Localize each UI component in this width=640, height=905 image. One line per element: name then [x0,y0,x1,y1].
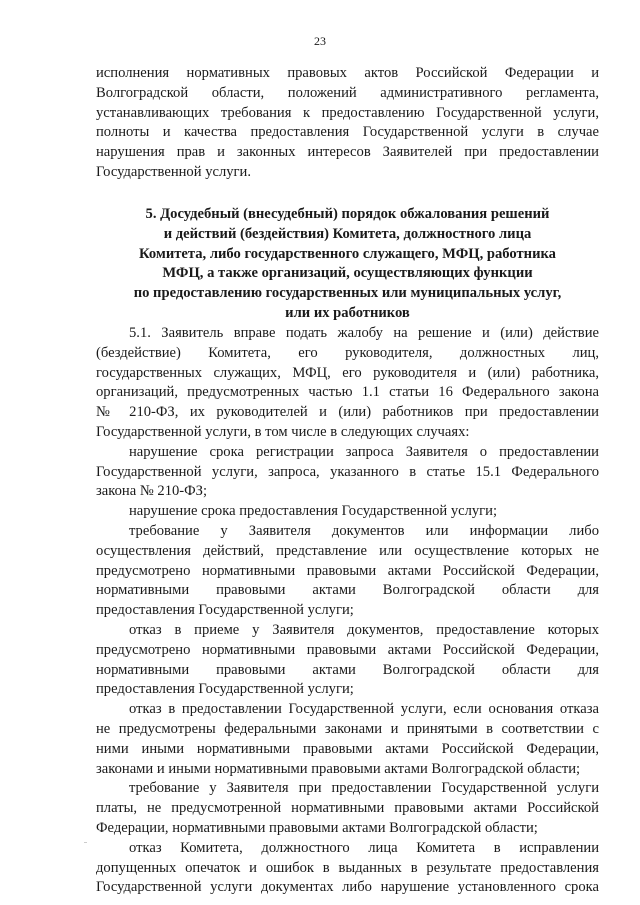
text-line: Государственной услуги, в том числе в следующих случаях: [96,423,470,440]
heading-line: по предоставлению государственных или муниципальных услуг, [133,285,562,302]
heading-line: или их работников [285,304,410,321]
text-line: законами и иными нормативными правовыми актами Волгоградской области; [96,760,581,777]
text-line: допущенных опечаток и ошибок в выданных в результате предоставления [96,859,599,876]
text-line: Волгоградской области, положений административного регламента, [96,84,599,101]
text-line: нарушение срока предоставления Государственной услуги; [129,503,498,520]
heading-line: Комитета, либо государственного служащего, МФЦ, работника [139,245,556,262]
text-line: предоставления Государственной услуги; [96,681,354,698]
text-line: нормативными правовыми актами Волгоградской области для [96,582,599,599]
text-line: требование у Заявителя документов или информации либо [129,522,599,539]
text-line: Федерации, нормативными правовыми актами Волгоградской области; [96,819,538,836]
text-line: нормативными правовыми актами Волгоградской области для [96,661,599,678]
text-line: государственных служащих, МФЦ, его руководителя и (или) работника, [96,364,599,381]
text-line: ними иными нормативными правовыми актами Российской Федерации, [96,740,599,757]
text-line: Государственной услуги. [96,163,251,180]
text-line: закона № 210-ФЗ; [96,483,208,500]
heading-line: 5. Досудебный (внесудебный) порядок обжалования решений [145,206,550,222]
heading-line: МФЦ, а также организаций, осуществляющих функции [162,265,533,282]
section-heading [96,205,599,324]
text-line: организаций, предусмотренных частью 1.1 статьи 16 Федерального закона [96,384,599,401]
section-body [96,324,599,898]
text-line: Государственной услуги, запроса, указанного в статье 15.1 Федерального [96,463,599,480]
text-line: исполнения нормативных правовых актов Российской Федерации и [96,65,599,81]
text-line: нарушения прав и законных интересов Заявителей при предоставлении [96,144,599,161]
intro-paragraph [96,64,599,183]
text-line: нарушение срока регистрации запроса Заявителя о предоставлении [129,443,599,460]
text-line: устанавливающих требования к предоставлению Государственной услуги, [96,104,599,121]
text-line: отказ в предоставлении Государственной услуги, если основания отказа [129,701,599,718]
text-line: платы, не предусмотренной нормативными правовыми актами Российской [96,800,599,817]
text-line: требование у Заявителя при предоставлении Государственной услуги [129,780,599,797]
text-line: предоставления Государственной услуги; [96,602,354,619]
text-line: Государственной услуги документах либо нарушение установленного срока [96,879,599,896]
text-line: отказ Комитета, должностного лица Комитета в исправлении [129,839,599,856]
text-line: № 210-ФЗ, их руководителей и (или) работников при предоставлении [96,404,599,421]
text-line: полноты и качества предоставления Государственной услуги в случае [96,124,599,141]
heading-line: и действий (бездействия) Комитета, должностного лица [163,225,532,242]
text-line: 5.1. Заявитель вправе подать жалобу на решение и (или) действие [129,325,599,341]
text-line: предусмотрено нормативными правовыми актами Российской Федерации, [96,641,599,658]
text-line: отказ в приеме у Заявителя документов, предоставление которых [129,621,599,638]
scan-mark [84,842,87,843]
text-line: не предусмотрены федеральными законами и принятыми в соответствии с [96,720,599,737]
text-line: предусмотрено нормативными правовыми актами Российской Федерации, [96,562,599,579]
page-number: 23 [314,34,326,48]
text-line: (бездействие) Комитета, его руководителя, должностных лиц, [96,344,599,361]
text-line: осуществления действий, представление или осуществление которых не [96,542,599,559]
